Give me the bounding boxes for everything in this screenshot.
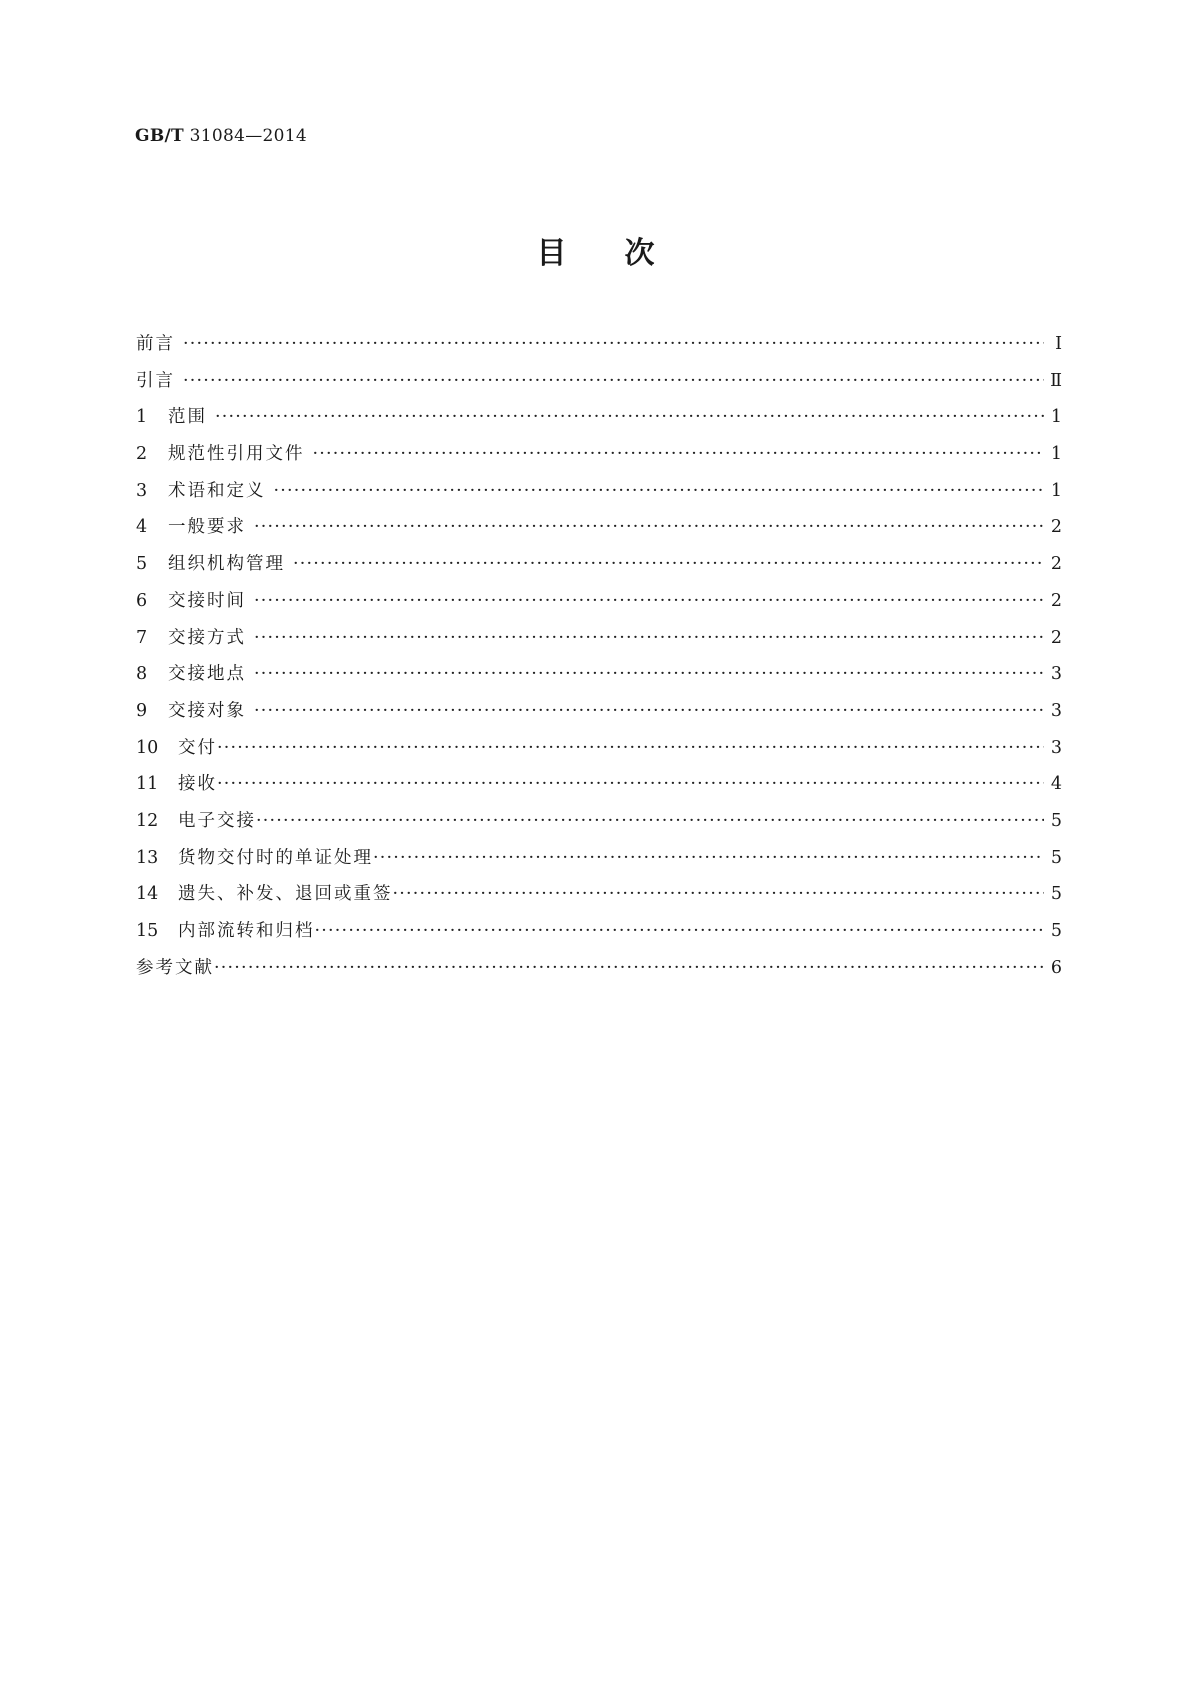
toc-entry-1[interactable] [136,399,1062,436]
toc-dot-leader [254,693,1044,730]
toc-entry-number: 2 [136,444,148,465]
toc-entry-label: 术语和定义 [168,480,266,501]
toc-entry-12[interactable] [136,803,1062,840]
toc-entry-5[interactable] [136,546,1062,583]
toc-entry-2[interactable] [136,436,1062,473]
toc-entry-number: 9 [136,700,148,721]
page-title: 目次 [536,236,713,271]
toc-entry-13[interactable] [136,840,1062,877]
toc-entry-page: 1 [1050,407,1062,428]
toc-entry-page: 5 [1050,921,1062,941]
toc-dot-leader [313,436,1045,473]
toc-entry-3[interactable] [136,473,1062,510]
toc-entry-page: 5 [1050,884,1062,905]
toc-entry-number: 8 [136,664,148,685]
toc-entry-11[interactable] [136,766,1062,803]
toc-entry-page: 1 [1050,444,1062,465]
toc-dot-leader [393,876,1045,913]
toc-entry-label: 交接时间 [168,590,246,611]
toc-dot-leader [293,546,1044,583]
toc-entry-label: 货物交付时的单证处理 [178,847,373,868]
toc-entry-label: 遗失、补发、退回或重签 [178,884,393,905]
toc-dot-leader [315,913,1045,950]
toc-dot-leader [254,583,1044,620]
toc-entry-number: 14 [136,884,159,905]
toc-entry-page: 1 [1050,480,1062,501]
toc-entry-bibliography[interactable] [136,950,1062,987]
toc-entry-6[interactable] [136,583,1062,620]
toc-dot-leader [217,730,1044,767]
toc-entry-label: 接收 [178,774,217,795]
toc-entry-7[interactable] [136,620,1062,657]
toc-entry-label: 组织机构管理 [168,554,285,575]
toc-entry-number: 5 [136,554,148,575]
toc-dot-leader [215,399,1044,436]
standard-number: 31084—2014 [189,126,308,146]
table-of-contents [136,326,1062,986]
toc-dot-leader [373,840,1044,877]
toc-entry-foreword[interactable] [136,326,1062,363]
toc-entry-page: 5 [1050,847,1062,868]
toc-entry-label: 范围 [168,407,207,428]
toc-entry-page: 3 [1050,737,1062,758]
toc-entry-number: 10 [136,737,159,758]
toc-entry-page: 4 [1050,774,1062,795]
toc-dot-leader [254,509,1044,546]
toc-entry-label: 一般要求 [168,517,246,538]
toc-entry-page: 3 [1050,664,1062,685]
toc-dot-leader [217,766,1044,803]
toc-entry-number: 15 [136,921,159,941]
toc-entry-number: 7 [136,627,148,648]
toc-entry-page: 6 [1050,957,1062,978]
toc-entry-label: 内部流转和归档 [178,921,315,941]
toc-entry-8[interactable] [136,656,1062,693]
toc-dot-leader [254,620,1044,657]
toc-entry-label: 交接方式 [168,627,246,648]
toc-entry-page: Ⅱ [1050,370,1062,391]
toc-entry-label: 电子交接 [178,810,256,831]
toc-entry-label: 交接地点 [168,664,246,685]
standard-prefix: GB/T [135,126,184,146]
toc-entry-page: 2 [1050,517,1062,538]
toc-entry-label: 交接对象 [168,700,246,721]
toc-dot-leader [183,326,1044,363]
toc-entry-9[interactable] [136,693,1062,730]
toc-entry-page: 2 [1050,627,1062,648]
toc-entry-page: 5 [1050,810,1062,831]
toc-entry-number: 6 [136,590,148,611]
toc-entry-number: 4 [136,517,148,538]
toc-entry-number: 11 [136,774,159,795]
toc-entry-label: 交付 [178,737,217,758]
toc-entry-label: 规范性引用文件 [168,444,305,465]
toc-entry-page: 3 [1050,700,1062,721]
toc-entry-number: 12 [136,810,159,831]
toc-entry-number: 3 [136,480,148,501]
toc-dot-leader [183,363,1044,400]
toc-entry-label: 参考文献 [136,957,214,978]
toc-entry-introduction[interactable] [136,363,1062,400]
toc-entry-page: Ⅰ [1055,334,1062,354]
standard-code [135,126,307,146]
toc-entry-page: 2 [1050,554,1062,575]
toc-entry-label: 前言 [136,334,175,354]
toc-entry-page: 2 [1050,590,1062,611]
toc-entry-14[interactable] [136,876,1062,913]
toc-entry-4[interactable] [136,509,1062,546]
toc-entry-number: 1 [136,407,148,428]
toc-dot-leader [254,656,1044,693]
toc-dot-leader [214,950,1044,987]
toc-dot-leader [256,803,1044,840]
toc-entry-15[interactable] [136,913,1062,950]
toc-entry-number: 13 [136,847,159,868]
toc-dot-leader [274,473,1045,510]
toc-entry-label: 引言 [136,370,175,391]
toc-entry-10[interactable] [136,730,1062,767]
